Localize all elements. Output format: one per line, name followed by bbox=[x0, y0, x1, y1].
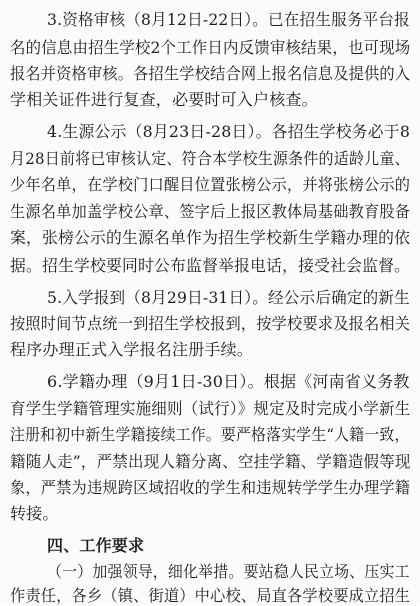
text-line: 报名并资格审核。各招生学校结合网上报名信息及提供的入 bbox=[10, 64, 411, 83]
text-line: 程序办理正式入学报名注册手续。 bbox=[10, 340, 254, 359]
text-line: 名的信息由招生学校2个工作日内反馈审核结果，也可现场 bbox=[10, 38, 411, 57]
text-line: 月28日前将已审核认定、符合本学校生源条件的适龄儿童、 bbox=[10, 149, 410, 168]
text-line: 籍随人走”，严禁出现人籍分离、空挂学籍、学籍造假等现 bbox=[10, 452, 411, 471]
text-line: 学相关证件进行复查，必要时可入户核查。 bbox=[10, 90, 318, 109]
text-line: 据。招生学校要同时公布监督举报电话，接受社会监督。 bbox=[10, 256, 411, 275]
text-line: （一）加强领导，细化举措。要站稳人民立场、压实工 bbox=[47, 562, 410, 581]
text-line: 象，严禁为违规跨区域招收的学生和违规转学学生办理学籍 bbox=[10, 478, 411, 497]
section-heading: 四、工作要求 bbox=[47, 536, 145, 555]
text-line: 生源名单加盖学校公章、签字后上报区教体局基础教育股备 bbox=[10, 202, 411, 221]
text-line: 4.生源公示（8月23日-28日）。各招生学校务必于8 bbox=[47, 122, 411, 141]
text-line: 转接。 bbox=[10, 504, 59, 523]
text-line: 3.资格审核（8月12日-22日）。已在招生服务平台报 bbox=[47, 10, 410, 29]
text-line: 作责任，各乡（镇、街道）中心校、局直各学校要成立招生 bbox=[10, 586, 411, 605]
text-line: 6.学籍办理（9月1日-30日）。根据《河南省义务教 bbox=[47, 372, 410, 391]
text-line: 少年名单，在学校门口醒目位置张榜公示，并将张榜公示的 bbox=[10, 175, 411, 194]
text-line: 案，张榜公示的生源名单作为招生学校新生学籍办理的依 bbox=[10, 228, 411, 247]
text-line: 按照时间节点统一到招生学校报到，按学校要求及报名相关 bbox=[10, 314, 411, 333]
text-line: 育学生学籍管理实施细则（试行）》规定及时完成小学新生 bbox=[10, 399, 411, 418]
text-line: 5.入学报到（8月29日-31日）。经公示后确定的新生 bbox=[47, 288, 410, 307]
text-line: 注册和初中新生学籍接续工作。要严格落实学生“人籍一致， bbox=[10, 425, 410, 444]
